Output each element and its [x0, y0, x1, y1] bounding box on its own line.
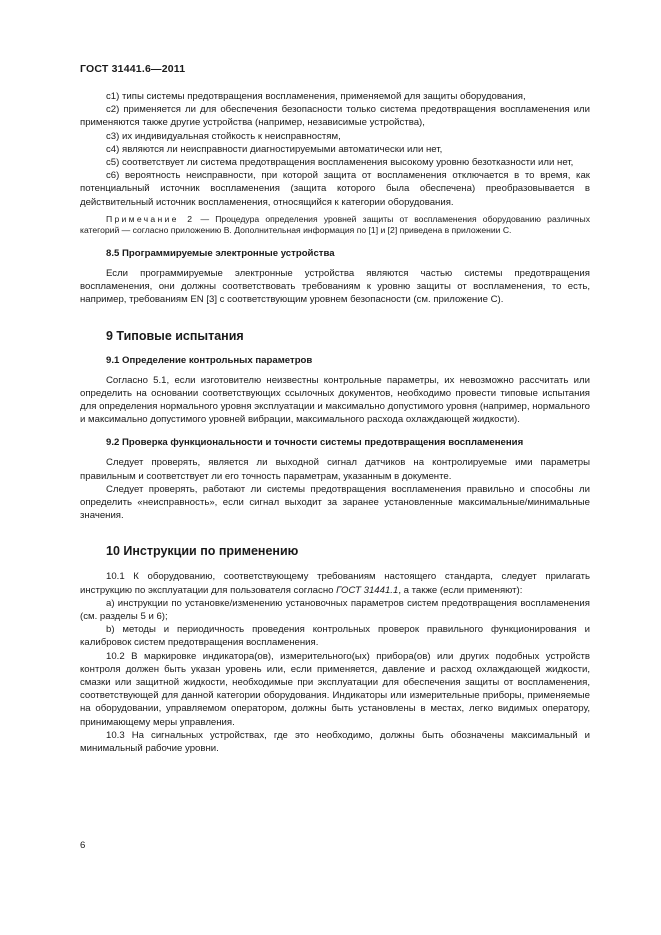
list-item-b: b) методы и периодичность проведения контрольных проверок правильного функционирования и калибровок систем предотвращения воспламенения.: [80, 624, 590, 649]
note-text: — Процедура определения уровней защиты от воспламенения оборудованию различных категорий — согласно приложению В. Дополнительная информация по [1] и [2] приведена в приложении С.: [80, 213, 590, 236]
paragraph-8-5: Если программируемые электронные устройства являются частью системы предотвращения воспламенения, они должны соответствовать требованиям к уровню защиты от воспламенения, то есть, например, требованиям EN [3] с соответствующим уровнем безопасности (см. приложение С).: [80, 268, 590, 306]
document-header: ГОСТ 31441.6—2011: [80, 63, 186, 75]
note-2: [80, 214, 590, 237]
list-item-c3: с3) их индивидуальная стойкость к неисправностям,: [106, 130, 341, 142]
paragraph-10-1-start: 10.1 К оборудованию, соответствующему требованиям настоящего стандарта, следует прилагать инструкцию по эксплуатации для пользователя согласно: [80, 571, 590, 596]
heading-9-1: 9.1 Определение контрольных параметров: [106, 354, 313, 366]
paragraph-10-2: 10.2 В маркировке индикатора(ов), измерительного(ых) прибора(ов) или других подобных устройств контроля должен быть указан уровень или, если применяется, давление и расход охлаждающей жидкости, смазки или защитной жидкости, необходимые при эксплуатации для обеспечения защиты от воспламенения, соответствующей для данной категории оборудования. Индикаторы или измерительные приборы, применяемые на оборудовании, управляемом оператором, должны быть установлены в местах, легко видимых оператору, принимающему меры управления.: [80, 650, 590, 728]
paragraph-9-2-b: Следует проверять, работают ли системы предотвращения воспламенения правильно и способны ли определить «неисправность», если сигнал выходит за заранее установленные максимальные/минимальные значения.: [80, 483, 590, 522]
list-item-a: a) инструкции по установке/изменению установочных параметров систем предотвращения воспламенения (см. разделы 5 и 6);: [80, 597, 590, 623]
reference-gost: ГОСТ 31441.1: [336, 584, 399, 596]
heading-9-2: 9.2 Проверка функциональности и точности системы предотвращения воспламенения: [106, 437, 524, 449]
paragraph-10-1: [80, 570, 590, 596]
heading-8-5: 8.5 Программируемые электронные устройства: [106, 248, 335, 260]
paragraph-10-3: 10.3 На сигнальных устройствах, где это необходимо, должны быть обозначены максимальный и минимальный рабочие уровни.: [80, 729, 590, 755]
paragraph-9-1: Согласно 5.1, если изготовителю неизвестны контрольные параметры, их невозможно рассчитать или определить на основании соответствующих ссылочных документов, необходимо провести типовые испытания для определения нормального уровня эксплуатации и максимально допустимого уровня (например, нормального и максимально допустимого уровней вибрации, максимального расхода охлаждающей жидкости).: [80, 374, 590, 426]
note-lead: Примечание 2: [106, 213, 195, 224]
list-item-c5: с5) соответствует ли система предотвращения воспламенения высокому уровню безотказности или нет,: [106, 157, 574, 169]
page-number: 6: [80, 840, 86, 851]
paragraph-9-2-a: Следует проверять, является ли выходной сигнал датчиков на контролируемые ими параметры правильным и соответствует ли его точность параметрам, указанным в документе.: [80, 457, 590, 482]
list-item-c2: с2) применяется ли для обеспечения безопасности только система предотвращения воспламенения или применяются также другие устройства (например, независимые устройства),: [80, 104, 590, 129]
document-body: [80, 90, 590, 755]
list-item-c4: с4) являются ли неисправности диагностируемыми автоматически или нет,: [106, 143, 443, 155]
list-item-c6: с6) вероятность неисправности, при которой защита от воспламенения отключается в то время, как потенциальный источник воспламенения (защита которого была обеспечена) преобразовывается в действительный источник воспламенения, относящийся к категории оборудования.: [80, 170, 590, 208]
heading-section-9: 9 Типовые испытания: [106, 328, 244, 343]
list-item-c1: с1) типы системы предотвращения воспламенения, применяемой для защиты оборудования,: [106, 91, 526, 102]
heading-section-10: 10 Инструкции по применению: [106, 544, 299, 559]
paragraph-10-1-end: , а также (если применяют):: [398, 584, 523, 596]
